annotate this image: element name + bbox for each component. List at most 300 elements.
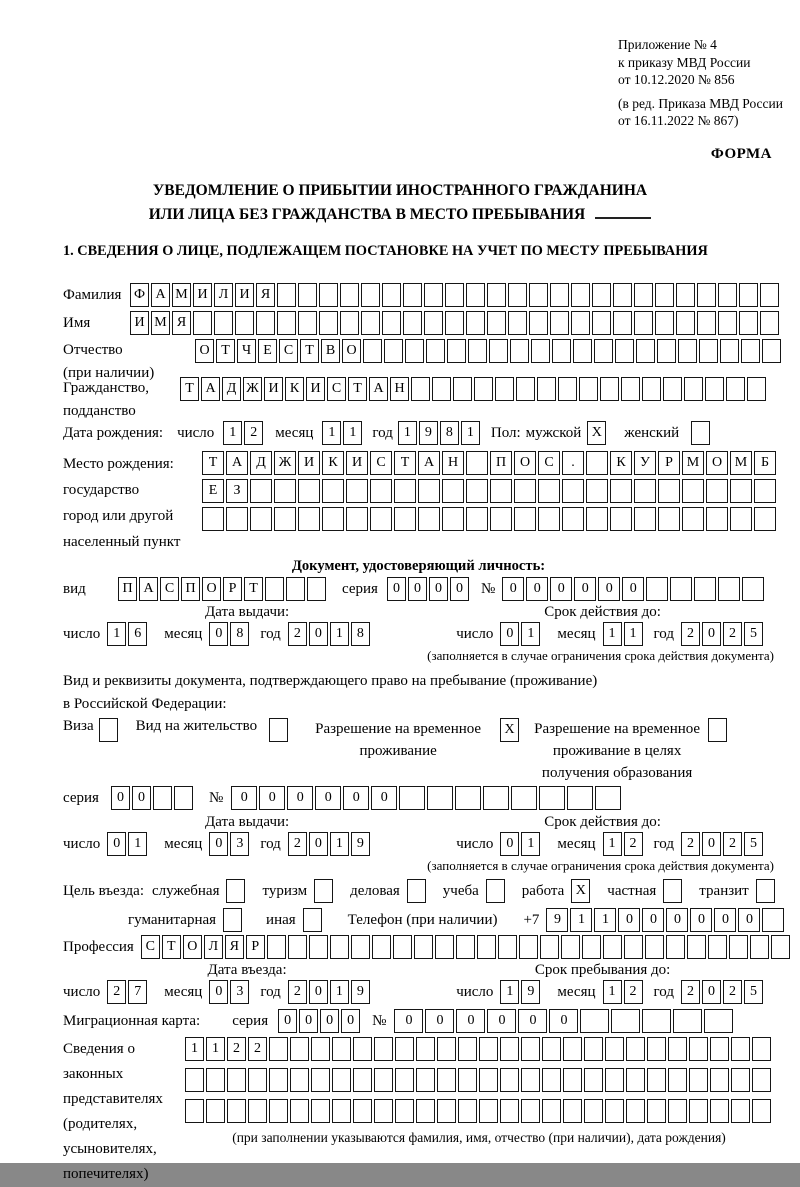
char-cell: [487, 283, 506, 307]
char-cell: 0: [209, 832, 228, 856]
char-cell: 3: [230, 980, 249, 1004]
char-cell: 0: [714, 908, 736, 932]
char-cell: 0: [408, 577, 427, 601]
char-cell: О: [342, 339, 361, 363]
name-row: [63, 311, 774, 335]
entry-date-group: [63, 962, 431, 1004]
char-cell: [418, 479, 440, 503]
day-label: число: [456, 835, 494, 852]
char-cell: [311, 1068, 330, 1092]
char-cell: [340, 311, 359, 335]
purpose-other-checkbox: [303, 908, 324, 932]
char-cell: [613, 283, 632, 307]
char-cell: 0: [429, 577, 448, 601]
char-cell: [468, 339, 487, 363]
month-label: месяц: [557, 625, 596, 642]
char-cell: 1: [500, 980, 519, 1004]
char-cell: 0: [518, 1009, 547, 1033]
checkbox-cell: [99, 718, 118, 742]
char-cell: [726, 377, 745, 401]
char-cell: [435, 935, 454, 959]
char-cell: [550, 283, 569, 307]
identity-doc-row: [63, 577, 774, 601]
char-cell: [384, 339, 403, 363]
sex-male-label: мужской: [525, 424, 582, 441]
char-cell: [600, 377, 619, 401]
doc-expiry-heading: Срок действия до:: [544, 604, 661, 620]
char-cell: 0: [487, 1009, 516, 1033]
char-cell: [340, 283, 359, 307]
char-cell: 2: [723, 832, 742, 856]
residence-doc-series-row: [63, 786, 774, 810]
char-cell: 1: [398, 421, 417, 445]
char-cell: [615, 339, 634, 363]
checkbox-cell: [691, 421, 710, 445]
char-cell: 0: [209, 980, 228, 1004]
char-cell: [668, 1068, 687, 1092]
char-cell: [453, 377, 472, 401]
char-cell: [731, 1068, 750, 1092]
year-label: год: [372, 424, 393, 441]
day-label: число: [177, 424, 215, 441]
month-label: месяц: [164, 625, 203, 642]
char-cell: [269, 1099, 288, 1123]
char-cell: [571, 283, 590, 307]
char-cell: Т: [162, 935, 181, 959]
char-cell: Т: [300, 339, 319, 363]
char-cell: И: [193, 283, 212, 307]
char-cell: 2: [723, 622, 742, 646]
representatives-line-3: [185, 1099, 773, 1123]
char-cell: [621, 377, 640, 401]
purpose-study-checkbox: [486, 879, 507, 903]
char-cell: 8: [351, 622, 370, 646]
char-cell: В: [321, 339, 340, 363]
month-label: месяц: [275, 424, 314, 441]
purpose-official-checkbox: [226, 879, 247, 903]
char-cell: 2: [681, 622, 700, 646]
char-cell: [571, 311, 590, 335]
char-cell: [538, 479, 560, 503]
char-cell: [760, 311, 779, 335]
char-cell: [363, 339, 382, 363]
form-body: [63, 270, 774, 1187]
char-cell: [706, 479, 728, 503]
char-cell: [353, 1099, 372, 1123]
char-cell: [754, 507, 776, 531]
char-cell: 3: [230, 832, 249, 856]
char-cell: [634, 507, 656, 531]
char-cell: [498, 935, 517, 959]
birth-place-line-3: [202, 507, 778, 531]
char-cell: [319, 283, 338, 307]
char-cell: [710, 1099, 729, 1123]
char-cell: 0: [343, 786, 369, 810]
checkbox-cell: X: [571, 879, 590, 903]
char-cell: [718, 283, 737, 307]
birth-place-label: Место рождения: государство город или другой населенный пункт: [63, 456, 181, 550]
year-label: год: [653, 625, 674, 642]
checkbox-cell: [663, 879, 682, 903]
appendix-line: Приложение № 4: [618, 37, 717, 52]
char-cell: 2: [681, 832, 700, 856]
char-cell: 9: [419, 421, 438, 445]
year-label: год: [653, 835, 674, 852]
char-cell: О: [514, 451, 536, 475]
year-label: год: [260, 625, 281, 642]
stay-until-heading: Срок пребывания до:: [534, 962, 671, 978]
representatives-row: [63, 1037, 774, 1187]
char-cell: [657, 339, 676, 363]
char-cell: [624, 935, 643, 959]
char-cell: [668, 1099, 687, 1123]
char-cell: [586, 479, 608, 503]
char-cell: [605, 1037, 624, 1061]
char-cell: [730, 507, 752, 531]
char-cell: Я: [256, 283, 275, 307]
char-cell: [382, 311, 401, 335]
month-label: месяц: [164, 983, 203, 1000]
rvp-issue-group: [63, 814, 431, 856]
title-line-2: ИЛИ ЛИЦА БЕЗ ГРАЖДАНСТВА В МЕСТО ПРЕБЫВАНИЯ: [148, 206, 586, 224]
char-cell: К: [610, 451, 632, 475]
char-cell: С: [538, 451, 560, 475]
char-cell: [594, 339, 613, 363]
char-cell: С: [370, 451, 392, 475]
char-cell: [510, 339, 529, 363]
char-cell: [437, 1099, 456, 1123]
profession-cells: [141, 935, 792, 959]
doc-number-cells: [502, 577, 766, 601]
char-cell: 2: [248, 1037, 267, 1061]
char-cell: [351, 935, 370, 959]
char-cell: [458, 1099, 477, 1123]
char-cell: [290, 1068, 309, 1092]
char-cell: [353, 1037, 372, 1061]
surname-row: [63, 283, 774, 307]
char-cell: 9: [351, 832, 370, 856]
rvp-issue-month: [209, 832, 251, 856]
title-blank-underline: [595, 217, 651, 219]
char-cell: [416, 1037, 435, 1061]
char-cell: 0: [209, 622, 228, 646]
doc-issue-month: [209, 622, 251, 646]
char-cell: 0: [387, 577, 406, 601]
checkbox-cell: [269, 718, 288, 742]
char-cell: [290, 1037, 309, 1061]
char-cell: [542, 1037, 561, 1061]
char-cell: [658, 507, 680, 531]
citizenship-cells: [180, 377, 768, 401]
purpose-row-2: [63, 908, 774, 932]
purpose-business: деловая: [350, 879, 428, 903]
representatives-cells: [185, 1037, 773, 1146]
char-cell: 5: [744, 980, 763, 1004]
char-cell: [458, 1037, 477, 1061]
char-cell: [309, 935, 328, 959]
char-cell: 0: [690, 908, 712, 932]
doc-issue-group: [63, 604, 431, 646]
char-cell: [427, 786, 453, 810]
temp-residence-education-checkbox: [708, 718, 729, 742]
char-cell: [539, 786, 565, 810]
rvp-number-label: №: [208, 789, 224, 806]
sex-female-checkbox: [691, 421, 712, 445]
migration-card-row: [63, 1009, 774, 1033]
checkbox-cell: [407, 879, 426, 903]
char-cell: [739, 283, 758, 307]
char-cell: [647, 1068, 666, 1092]
char-cell: [634, 283, 653, 307]
char-cell: [414, 935, 433, 959]
char-cell: [370, 507, 392, 531]
char-cell: [542, 1099, 561, 1123]
residence-doc-intro: Вид и реквизиты документа, подтверждающего право на пребывание (проживание) в Российской Федерации:: [63, 673, 598, 712]
appendix-line: к приказу МВД России: [618, 54, 751, 70]
rvp-issue-heading: Дата выдачи:: [204, 814, 290, 830]
doc-number-label: №: [480, 580, 496, 597]
doc-expiry-day: [500, 622, 542, 646]
representatives-label: Сведения о законных представителях (родителях, усыновителях, попечителях): [63, 1041, 163, 1182]
char-cell: [298, 283, 317, 307]
char-cell: Ф: [130, 283, 149, 307]
char-cell: М: [151, 311, 170, 335]
char-cell: [760, 283, 779, 307]
char-cell: 0: [259, 786, 285, 810]
char-cell: 1: [603, 980, 622, 1004]
residence-doc-options: [63, 718, 774, 784]
char-cell: [689, 1099, 708, 1123]
char-cell: [277, 283, 296, 307]
char-cell: [634, 311, 653, 335]
entry-day: [107, 980, 149, 1004]
char-cell: [395, 1068, 414, 1092]
char-cell: 9: [351, 980, 370, 1004]
char-cell: [584, 1068, 603, 1092]
char-cell: [731, 1099, 750, 1123]
char-cell: [411, 377, 430, 401]
char-cell: 2: [288, 980, 307, 1004]
char-cell: [346, 479, 368, 503]
char-cell: [202, 507, 224, 531]
char-cell: [442, 479, 464, 503]
birth-date-label: Дата рождения:: [63, 424, 164, 441]
year-label: год: [260, 835, 281, 852]
char-cell: М: [682, 451, 704, 475]
revision-line: (в ред. Приказа МВД России: [618, 95, 783, 111]
char-cell: Т: [180, 377, 199, 401]
char-cell: [626, 1099, 645, 1123]
char-cell: 0: [502, 577, 524, 601]
purpose-study: учеба: [443, 879, 507, 903]
checkbox-cell: [226, 879, 245, 903]
char-cell: [563, 1037, 582, 1061]
option-visa: [63, 718, 120, 742]
char-cell: [495, 377, 514, 401]
char-cell: И: [235, 283, 254, 307]
char-cell: 7: [128, 980, 147, 1004]
char-cell: [626, 1037, 645, 1061]
char-cell: Ч: [237, 339, 256, 363]
char-cell: [699, 339, 718, 363]
sex-male-checkbox: [587, 421, 608, 445]
char-cell: [227, 1068, 246, 1092]
option-temp-residence-education: [533, 718, 729, 784]
char-cell: 0: [231, 786, 257, 810]
representatives-line-1: [185, 1037, 773, 1061]
char-cell: [332, 1037, 351, 1061]
char-cell: 0: [450, 577, 469, 601]
stay-month: [603, 980, 645, 1004]
char-cell: [752, 1037, 771, 1061]
char-cell: [754, 479, 776, 503]
char-cell: Т: [216, 339, 235, 363]
char-cell: [267, 935, 286, 959]
char-cell: [706, 507, 728, 531]
char-cell: [610, 479, 632, 503]
identity-doc-heading: Документ, удостоверяющий личность:: [291, 558, 546, 574]
char-cell: [466, 507, 488, 531]
char-cell: [206, 1099, 225, 1123]
char-cell: [731, 1037, 750, 1061]
char-cell: [642, 377, 661, 401]
rvp-expiry-heading: Срок действия до:: [544, 814, 661, 830]
char-cell: [626, 1068, 645, 1092]
char-cell: 0: [622, 577, 644, 601]
char-cell: А: [151, 283, 170, 307]
char-cell: [447, 339, 466, 363]
phone-label: Телефон (при наличии): [347, 911, 498, 928]
char-cell: [370, 479, 392, 503]
char-cell: [708, 935, 727, 959]
char-cell: [227, 1099, 246, 1123]
char-cell: [603, 935, 622, 959]
char-cell: [519, 935, 538, 959]
char-cell: А: [201, 377, 220, 401]
identity-doc-dates: [63, 604, 774, 646]
checkbox-cell: [756, 879, 775, 903]
char-cell: Л: [204, 935, 223, 959]
char-cell: [269, 1037, 288, 1061]
char-cell: [455, 786, 481, 810]
char-cell: 0: [299, 1009, 318, 1033]
birth-month-cells: [322, 421, 364, 445]
char-cell: [185, 1099, 204, 1123]
char-cell: [586, 451, 608, 475]
char-cell: [605, 1068, 624, 1092]
char-cell: П: [490, 451, 512, 475]
char-cell: [248, 1068, 267, 1092]
char-cell: 0: [702, 980, 721, 1004]
char-cell: [771, 935, 790, 959]
char-cell: [298, 507, 320, 531]
purpose-tourism-checkbox: [314, 879, 335, 903]
char-cell: П: [181, 577, 200, 601]
char-cell: [538, 507, 560, 531]
char-cell: [741, 339, 760, 363]
doc-type-label: вид: [63, 580, 86, 597]
char-cell: 9: [546, 908, 568, 932]
char-cell: [573, 339, 592, 363]
char-cell: 1: [223, 421, 242, 445]
char-cell: 2: [288, 622, 307, 646]
char-cell: [458, 1068, 477, 1092]
char-cell: [610, 507, 632, 531]
char-cell: [710, 1068, 729, 1092]
char-cell: [298, 479, 320, 503]
year-label: год: [260, 983, 281, 1000]
char-cell: С: [327, 377, 346, 401]
char-cell: [361, 283, 380, 307]
form-word: ФОРМА: [710, 146, 772, 162]
char-cell: [537, 377, 556, 401]
profession-label: Профессия: [63, 938, 134, 955]
char-cell: [558, 377, 577, 401]
char-cell: [193, 311, 212, 335]
char-cell: [678, 339, 697, 363]
char-cell: [752, 1099, 771, 1123]
doc-type-cells: [118, 577, 328, 601]
char-cell: Н: [390, 377, 409, 401]
char-cell: О: [202, 577, 221, 601]
purpose-label: Цель въезда:: [63, 882, 144, 899]
char-cell: [730, 479, 752, 503]
birth-place-line-2: [202, 479, 778, 503]
char-cell: [647, 1037, 666, 1061]
char-cell: [562, 507, 584, 531]
char-cell: [550, 311, 569, 335]
char-cell: [322, 479, 344, 503]
char-cell: [647, 1099, 666, 1123]
char-cell: [346, 507, 368, 531]
char-cell: 9: [521, 980, 540, 1004]
char-cell: [592, 311, 611, 335]
char-cell: [673, 1009, 702, 1033]
char-cell: [561, 935, 580, 959]
visa-checkbox: [99, 718, 120, 742]
char-cell: [479, 1068, 498, 1092]
char-cell: [613, 311, 632, 335]
name-cells: [130, 311, 781, 335]
char-cell: [529, 283, 548, 307]
char-cell: [500, 1037, 519, 1061]
char-cell: [500, 1099, 519, 1123]
doc-expiry-group: [431, 604, 774, 646]
char-cell: [676, 311, 695, 335]
char-cell: К: [322, 451, 344, 475]
char-cell: С: [279, 339, 298, 363]
purpose-other: иная: [266, 908, 324, 932]
char-cell: [437, 1037, 456, 1061]
doc-expiry-note: (заполняется в случае ограничения срока действия документа): [427, 648, 774, 663]
char-cell: 0: [309, 980, 328, 1004]
char-cell: [605, 1099, 624, 1123]
char-cell: [739, 311, 758, 335]
rvp-issue-year: [288, 832, 372, 856]
char-cell: [676, 283, 695, 307]
char-cell: [682, 479, 704, 503]
char-cell: [250, 507, 272, 531]
char-cell: [584, 1037, 603, 1061]
month-label: месяц: [557, 835, 596, 852]
char-cell: [353, 1068, 372, 1092]
char-cell: 0: [278, 1009, 297, 1033]
char-cell: [265, 577, 284, 601]
revision-line: от 16.11.2022 № 867): [618, 113, 739, 129]
char-cell: М: [730, 451, 752, 475]
phone-cells: [546, 908, 786, 932]
name-label: Имя: [63, 314, 91, 331]
